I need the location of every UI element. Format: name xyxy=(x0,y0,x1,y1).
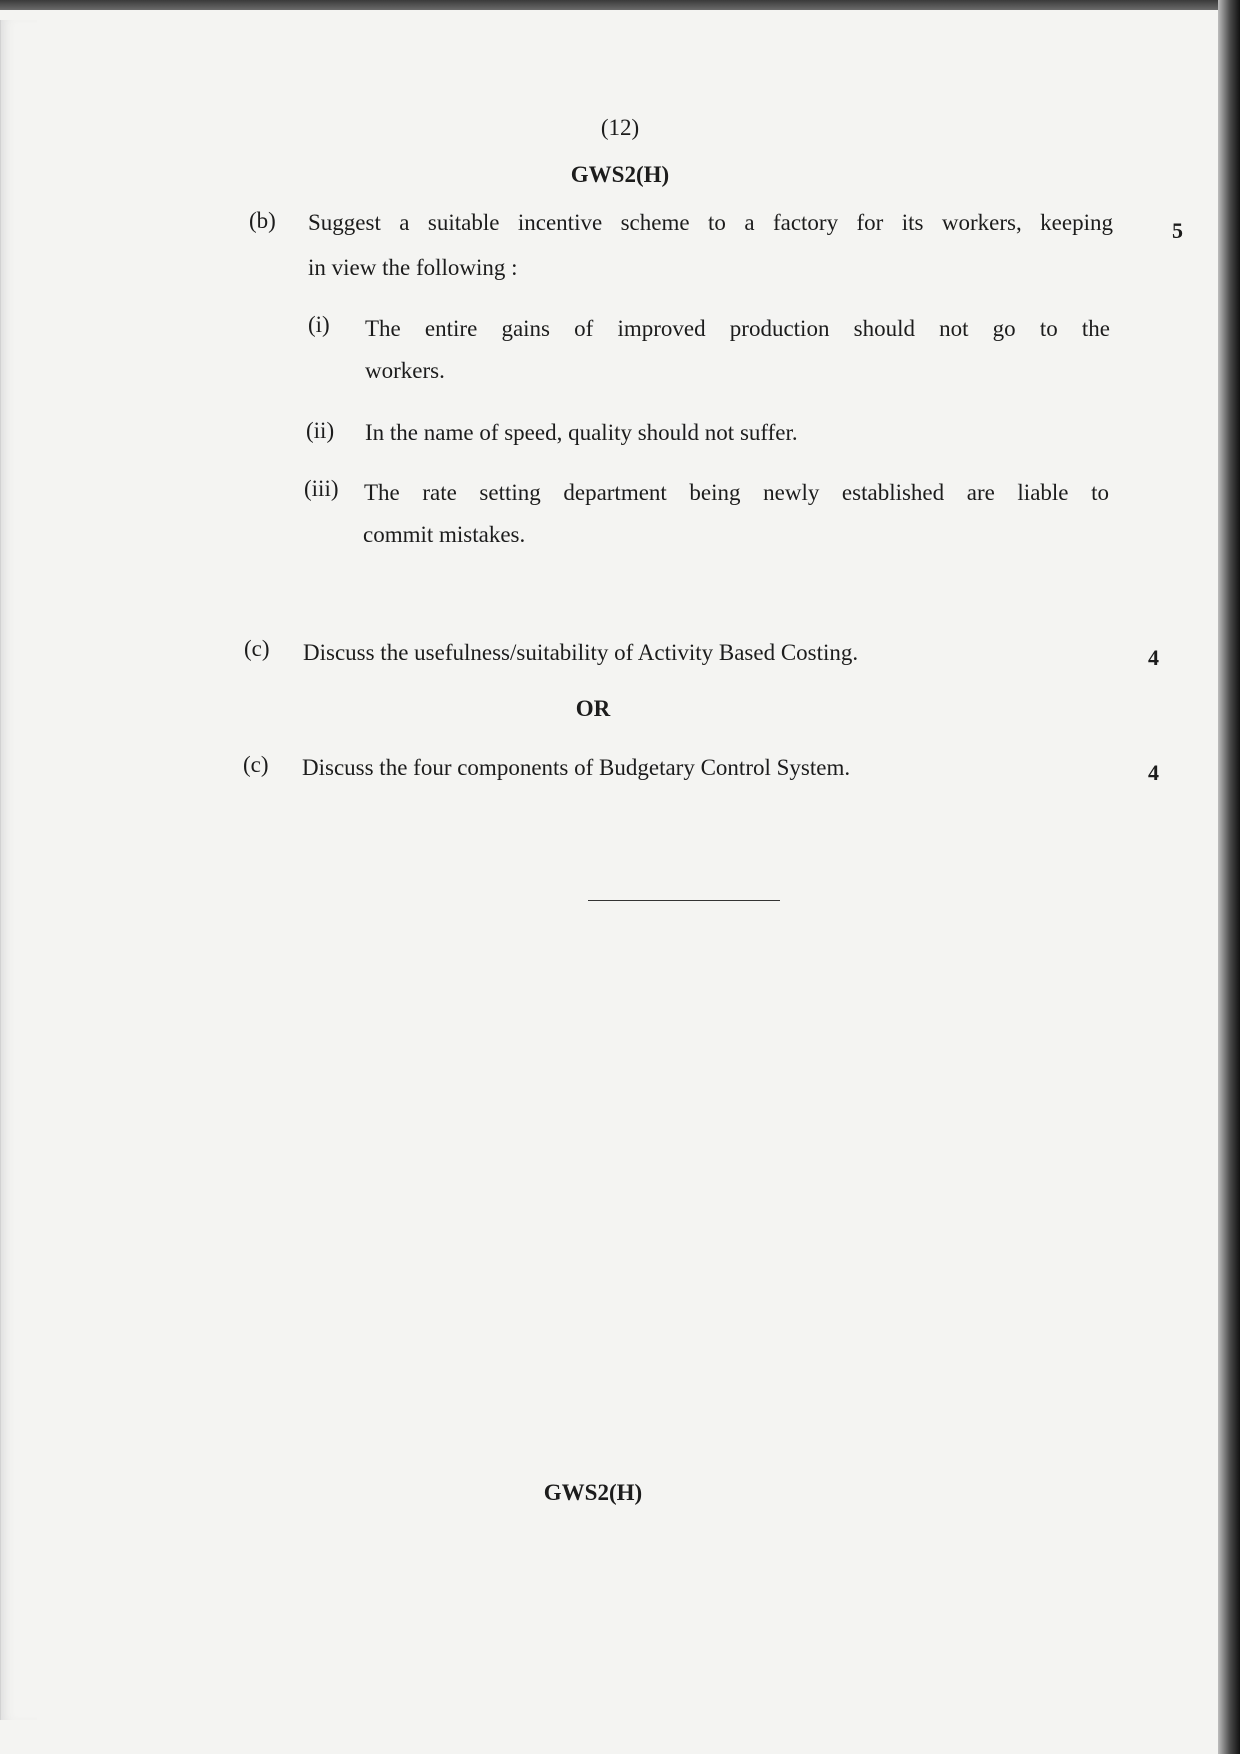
sub-item-i-label: (i) xyxy=(308,312,330,337)
question-c1-text: Discuss the usefulness/suitability of Activity Based Costing. xyxy=(303,640,859,665)
header-code: GWS2(H) xyxy=(570,162,670,187)
sub-item-i-line2: workers. xyxy=(365,358,445,383)
question-c2-label: (c) xyxy=(243,752,269,777)
question-b-marks: 5 xyxy=(1172,218,1183,243)
sub-item-ii-line1: In the name of speed, quality should not suffer. xyxy=(365,420,798,445)
sub-item-iii-line1: The rate setting department being newly established are liable to xyxy=(364,480,1109,505)
question-b-line1: Suggest a suitable incentive scheme to a factory for its workers, keeping xyxy=(308,210,1113,235)
sub-item-iii-label: (iii) xyxy=(304,476,339,501)
footer-code: GWS2(H) xyxy=(543,1480,643,1505)
page-number: (12) xyxy=(600,115,640,140)
or-divider-text: OR xyxy=(575,696,611,721)
question-b-label: (b) xyxy=(249,208,276,233)
sub-item-ii-label: (ii) xyxy=(306,418,335,443)
question-b-line2: in view the following : xyxy=(308,255,518,280)
sub-item-iii-line2: commit mistakes. xyxy=(363,522,526,547)
question-c1-label: (c) xyxy=(244,636,270,661)
question-c2-text: Discuss the four components of Budgetary Control System. xyxy=(302,755,851,780)
sub-item-i-line1: The entire gains of improved production should not go to the xyxy=(365,316,1110,341)
end-rule xyxy=(588,900,780,901)
question-c2-marks: 4 xyxy=(1148,760,1159,785)
question-c1-marks: 4 xyxy=(1148,645,1159,670)
